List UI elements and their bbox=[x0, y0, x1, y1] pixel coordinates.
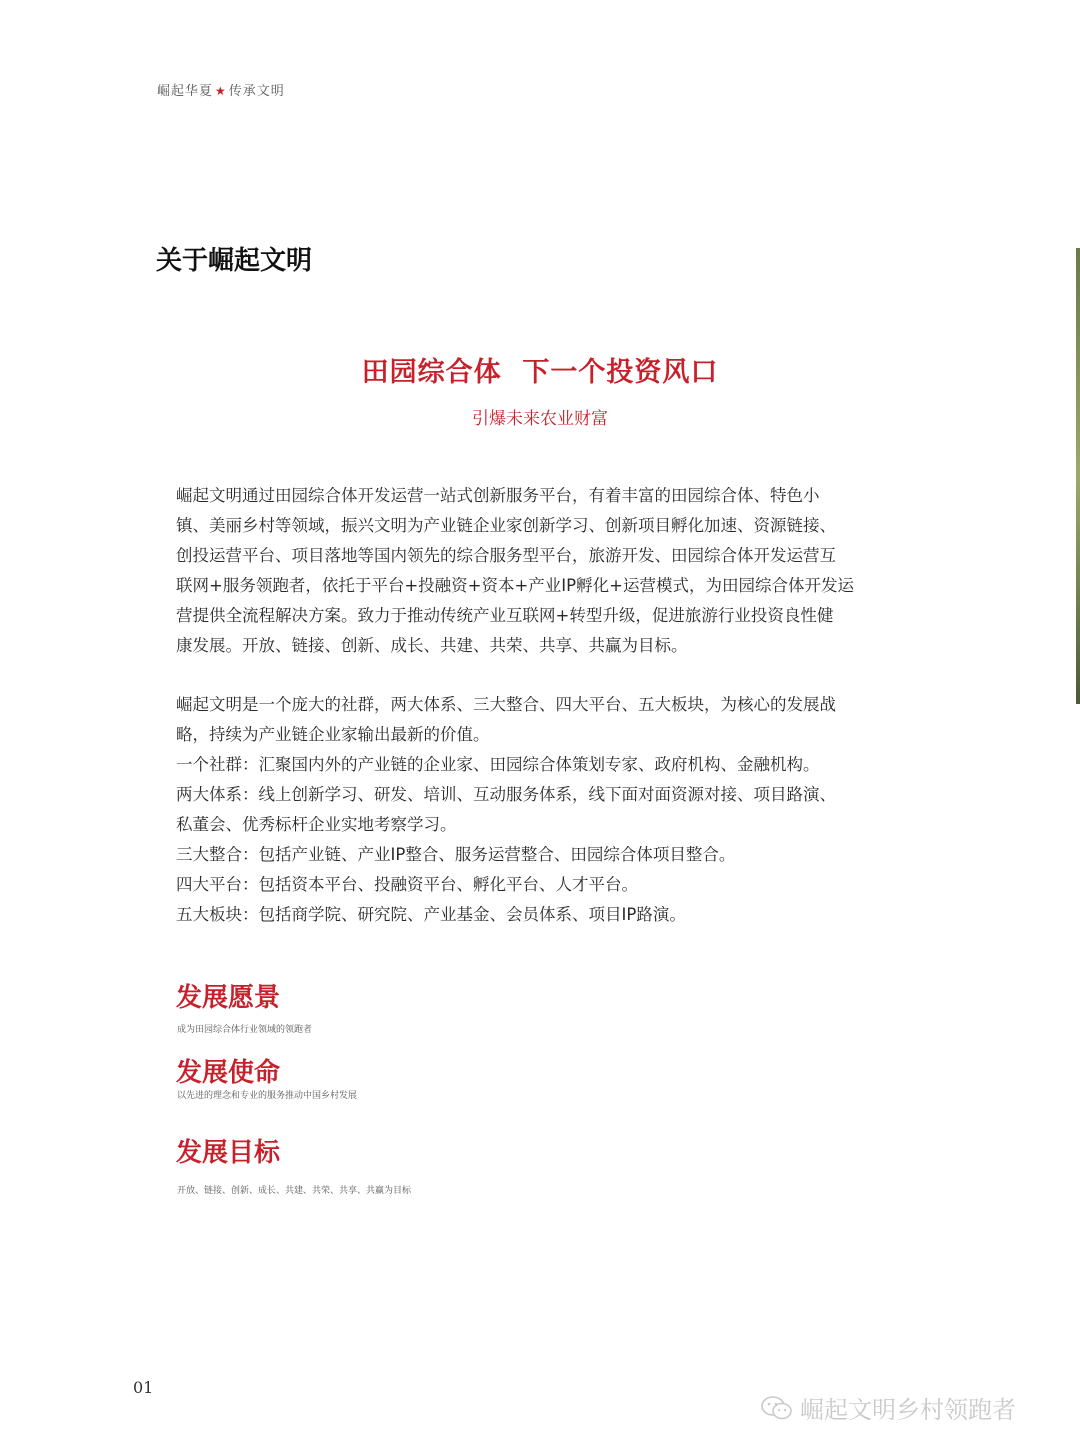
intro-paragraph bbox=[176, 481, 890, 661]
paragraph-line: 镇、美丽乡村等领域，振兴文明为产业链企业家创新学习、创新项目孵化加速、资源链接、 bbox=[176, 516, 836, 535]
paragraph-line: 一个社群：汇聚国内外的产业链的企业家、田园综合体策划专家、政府机构、金融机构。 bbox=[176, 755, 820, 774]
paragraph-line: 联网+服务领跑者，依托于平台+投融资+资本+产业IP孵化+运营模式，为田园综合体开发运 bbox=[176, 576, 854, 595]
subhead: 引爆未来农业财富 bbox=[472, 409, 608, 429]
mission-text: 以先进的理念和专业的服务推动中国乡村发展 bbox=[177, 1091, 358, 1101]
goal-text: 开放、链接、创新、成长、共建、共荣、共享、共赢为目标 bbox=[177, 1186, 412, 1196]
header-left: 崛起华夏 bbox=[157, 84, 214, 99]
community-paragraph bbox=[176, 690, 890, 930]
vision-title: 发展愿景 bbox=[176, 983, 281, 1013]
headline: 田园综合体 下一个投资风口 bbox=[361, 357, 719, 388]
paragraph-line: 崛起文明是一个庞大的社群，两大体系、三大整合、四大平台、五大板块，为核心的发展战 bbox=[176, 695, 836, 714]
paragraph-line: 营提供全流程解决方案。致力于推动传统产业互联网+转型升级，促进旅游行业投资良性健 bbox=[176, 606, 834, 625]
paragraph-line: 创投运营平台、项目落地等国内领先的综合服务型平台，旅游开发、田园综合体开发运营互 bbox=[176, 546, 836, 565]
watermark-text: 崛起文明乡村领跑者 bbox=[800, 1396, 1016, 1424]
header-right: 传承文明 bbox=[228, 84, 285, 99]
paragraph-line: 四大平台：包括资本平台、投融资平台、孵化平台、人才平台。 bbox=[176, 875, 638, 894]
paragraph-line: 崛起文明通过田园综合体开发运营一站式创新服务平台，有着丰富的田园综合体、特色小 bbox=[176, 486, 820, 505]
wechat-icon bbox=[760, 1395, 794, 1421]
page-number: 01 bbox=[133, 1378, 154, 1397]
paragraph-line: 私董会、优秀标杆企业实地考察学习。 bbox=[176, 815, 457, 834]
paragraph-line: 三大整合：包括产业链、产业IP整合、服务运营整合、田园综合体项目整合。 bbox=[176, 845, 736, 864]
goal-title: 发展目标 bbox=[176, 1138, 281, 1168]
header-mark bbox=[157, 80, 285, 99]
section-title: 关于崛起文明 bbox=[156, 246, 313, 276]
paragraph-line: 两大体系：线上创新学习、研发、培训、互动服务体系，线下面对面资源对接、项目路演、 bbox=[176, 785, 836, 804]
vision-text: 成为田园综合体行业领域的领跑者 bbox=[177, 1025, 313, 1035]
edge-photo-strip bbox=[1076, 248, 1080, 704]
star-icon: ★ bbox=[215, 84, 227, 98]
paragraph-line: 略，持续为产业链企业家输出最新的价值。 bbox=[176, 725, 490, 744]
paragraph-line: 康发展。开放、链接、创新、成长、共建、共荣、共享、共赢为目标。 bbox=[176, 636, 688, 655]
mission-title: 发展使命 bbox=[176, 1058, 281, 1088]
paragraph-line: 五大板块：包括商学院、研究院、产业基金、会员体系、项目IP路演。 bbox=[176, 905, 686, 924]
watermark bbox=[760, 1390, 1016, 1425]
